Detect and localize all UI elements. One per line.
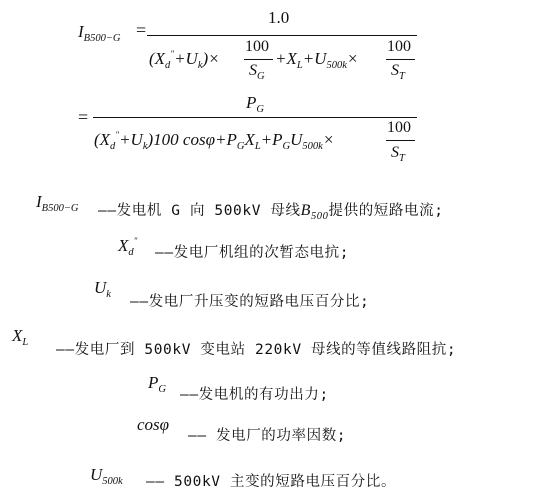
eq2-numerator: $P_G$: [246, 93, 264, 115]
eq2-fraction-bar: [93, 117, 417, 118]
eq1-frac1-numerator: 100: [245, 38, 269, 55]
equals-sign-1: =: [136, 20, 147, 40]
eq2-frac-denominator: $S_T$: [391, 144, 405, 164]
def-XL-text: ——发电厂到 500kV 变电站 220kV 母线的等值线路阻抗;: [56, 342, 457, 358]
def-U500-text: —— 500kV 主变的短路电压百分比。: [146, 474, 397, 490]
eq1-fraction-bar: [147, 35, 417, 36]
def-PG-text: ——发电机的有功出力;: [180, 387, 329, 403]
eq1-numerator: 1.0: [268, 8, 290, 27]
eq2-denominator: $(X_d^"+U_k)100$ $\cos\varphi+P_GX_L+P_GU_{500k}\times$: [94, 130, 335, 152]
eq1-frac2-bar: [386, 59, 415, 60]
def-I-text: ——发电机 G 向 500kV 母线$B_{500}$提供的短路电流;: [98, 202, 444, 222]
eq1-frac1-denominator: $S_G$: [249, 62, 265, 82]
def-PG-symbol: $P_G$: [148, 373, 166, 395]
def-I-bus-symbol: $B_{500}$: [300, 202, 329, 222]
eq2-frac-numerator: 100: [387, 119, 411, 136]
def-Uk-symbol: $U_k$: [94, 278, 111, 300]
def-I-symbol: $I_{B500-G}$: [36, 192, 79, 214]
def-Uk-text: ——发电厂升压变的短路电压百分比;: [130, 294, 370, 310]
eq1-denominator-part-a: $(X_d^"+U_k)\times$: [149, 49, 220, 71]
def-U500-symbol: $U_{500k}$: [90, 465, 123, 487]
equals-sign-2: =: [78, 107, 89, 127]
eq2-frac-bar: [386, 140, 415, 141]
eq1-frac1-bar: [244, 59, 273, 60]
def-Xd-symbol: $X_d^"$: [118, 236, 138, 258]
lhs-current-symbol: $I_{B500-G}$: [78, 22, 121, 44]
def-cos-symbol: cosφ: [137, 415, 170, 434]
def-Xd-text: ——发电厂机组的次暂态电抗;: [155, 245, 350, 261]
def-XL-symbol: $X_L$: [12, 326, 29, 348]
eq1-denominator-part-b: $+X_L+U_{500k}\times$: [275, 49, 359, 71]
eq1-frac2-numerator: 100: [387, 38, 411, 55]
def-cos-text: —— 发电厂的功率因数;: [188, 428, 347, 444]
eq1-frac2-denominator: $S_T$: [391, 62, 405, 82]
